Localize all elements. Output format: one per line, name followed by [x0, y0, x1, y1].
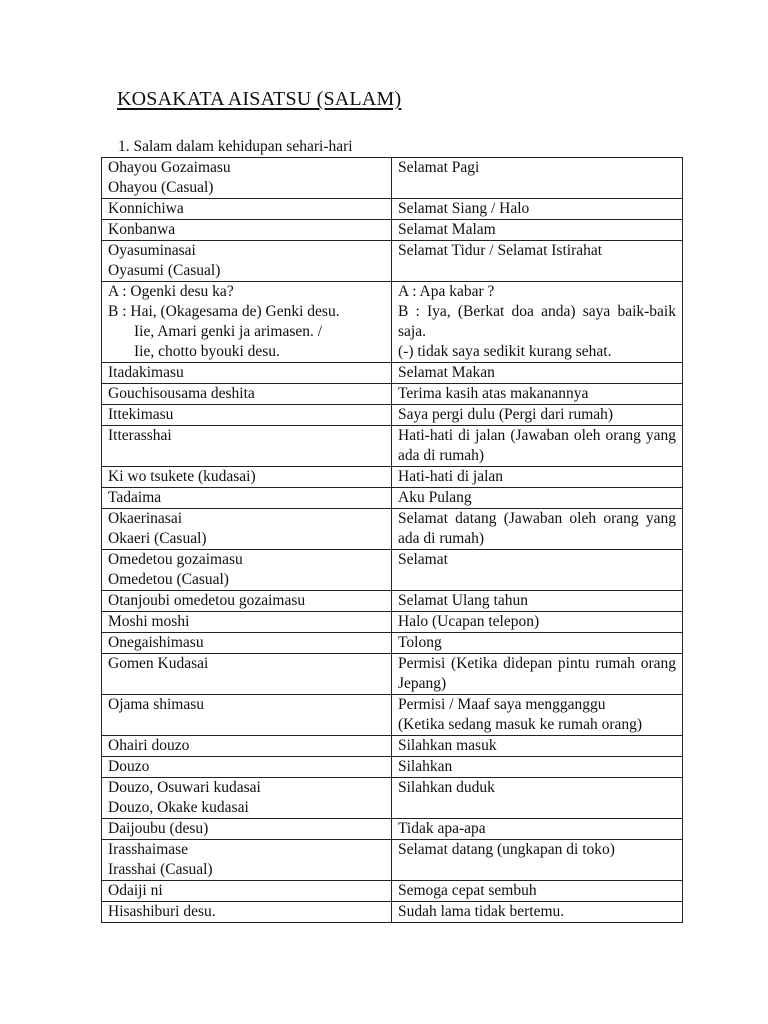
japanese-phrase-cell — [102, 550, 392, 591]
japanese-phrase-cell — [102, 220, 392, 241]
japanese-phrase-line: Itterasshai — [108, 427, 172, 444]
japanese-phrase-cell — [102, 509, 392, 550]
japanese-phrase-cell — [102, 488, 392, 509]
table-row — [102, 778, 683, 819]
table-row — [102, 695, 683, 736]
indonesian-meaning-cell — [392, 220, 683, 241]
table-row — [102, 757, 683, 778]
japanese-phrase-line: Douzo, Osuwari kudasai — [108, 779, 261, 796]
japanese-phrase-cell — [102, 633, 392, 654]
table-row — [102, 736, 683, 757]
indonesian-meaning-cell — [392, 241, 683, 282]
japanese-phrase-line: Iie, Amari genki ja arimasen. / — [134, 323, 323, 340]
indonesian-meaning-cell — [392, 840, 683, 881]
table-row — [102, 488, 683, 509]
japanese-phrase-cell — [102, 612, 392, 633]
indonesian-meaning-cell — [392, 612, 683, 633]
japanese-phrase-line: Otanjoubi omedetou gozaimasu — [108, 592, 306, 609]
indonesian-meaning-cell — [392, 426, 683, 467]
table-row — [102, 654, 683, 695]
indonesian-meaning-cell — [392, 778, 683, 819]
japanese-phrase-line: Gomen Kudasai — [108, 655, 209, 672]
indonesian-meaning-cell — [392, 467, 683, 488]
indonesian-meaning-line: Tidak apa-apa — [398, 820, 486, 837]
indonesian-meaning-line: Permisi (Ketika didepan pintu rumah orang Jepang) — [398, 655, 676, 692]
indonesian-meaning-line: Aku Pulang — [398, 489, 472, 506]
japanese-phrase-cell — [102, 384, 392, 405]
indonesian-meaning-line: (Ketika sedang masuk ke rumah orang) — [398, 716, 643, 733]
table-row — [102, 199, 683, 220]
japanese-phrase-line: Ittekimasu — [108, 406, 174, 423]
indonesian-meaning-cell — [392, 757, 683, 778]
indonesian-meaning-line: Hati-hati di jalan — [398, 468, 504, 485]
table-row — [102, 384, 683, 405]
japanese-phrase-line: Ohayou (Casual) — [108, 179, 214, 196]
indonesian-meaning-line: Selamat Pagi — [398, 159, 480, 176]
japanese-phrase-line: Douzo, Okake kudasai — [108, 799, 249, 816]
japanese-phrase-line: Ki wo tsukete (kudasai) — [108, 468, 256, 485]
indonesian-meaning-cell — [392, 384, 683, 405]
table-row — [102, 881, 683, 902]
indonesian-meaning-cell — [392, 488, 683, 509]
table-row — [102, 819, 683, 840]
table-row — [102, 840, 683, 881]
japanese-phrase-cell — [102, 840, 392, 881]
japanese-phrase-cell — [102, 241, 392, 282]
japanese-phrase-cell — [102, 199, 392, 220]
indonesian-meaning-cell — [392, 736, 683, 757]
japanese-phrase-line: Daijoubu (desu) — [108, 820, 209, 837]
japanese-phrase-line: Omedetou (Casual) — [108, 571, 229, 588]
japanese-phrase-line: A : Ogenki desu ka? — [108, 283, 234, 300]
indonesian-meaning-line: Selamat — [398, 551, 448, 568]
indonesian-meaning-cell — [392, 881, 683, 902]
indonesian-meaning-cell — [392, 819, 683, 840]
indonesian-meaning-line: Silahkan — [398, 758, 453, 775]
japanese-phrase-line: Tadaima — [108, 489, 162, 506]
indonesian-meaning-cell — [392, 550, 683, 591]
indonesian-meaning-line: Halo (Ucapan telepon) — [398, 613, 540, 630]
indonesian-meaning-line: Semoga cepat sembuh — [398, 882, 537, 899]
table-row — [102, 550, 683, 591]
japanese-phrase-cell — [102, 654, 392, 695]
japanese-phrase-line: Gouchisousama deshita — [108, 385, 255, 402]
vocabulary-table-body — [102, 158, 683, 923]
indonesian-meaning-cell — [392, 654, 683, 695]
indonesian-meaning-line: Selamat Ulang tahun — [398, 592, 528, 609]
indonesian-meaning-cell — [392, 591, 683, 612]
indonesian-meaning-cell — [392, 363, 683, 384]
indonesian-meaning-line: A : Apa kabar ? — [398, 283, 495, 300]
japanese-phrase-line: Hisashiburi desu. — [108, 903, 216, 920]
japanese-phrase-cell — [102, 736, 392, 757]
japanese-phrase-cell — [102, 819, 392, 840]
table-row — [102, 220, 683, 241]
section-heading: 1. Salam dalam kehidupan sehari-hari — [118, 138, 353, 155]
indonesian-meaning-line: Selamat Tidur / Selamat Istirahat — [398, 242, 603, 259]
table-row — [102, 467, 683, 488]
indonesian-meaning-cell — [392, 695, 683, 736]
table-row — [102, 158, 683, 199]
indonesian-meaning-line: Permisi / Maaf saya mengganggu — [398, 696, 606, 713]
indonesian-meaning-line: Selamat datang (Jawaban oleh orang yang ada di rumah) — [398, 510, 676, 547]
indonesian-meaning-cell — [392, 509, 683, 550]
indonesian-meaning-line: (-) tidak saya sedikit kurang sehat. — [398, 343, 612, 360]
indonesian-meaning-line: Hati-hati di jalan (Jawaban oleh orang yang ada di rumah) — [398, 427, 676, 464]
japanese-phrase-line: Konbanwa — [108, 221, 176, 238]
table-row — [102, 633, 683, 654]
indonesian-meaning-line: Silahkan masuk — [398, 737, 497, 754]
japanese-phrase-line: Oyasumi (Casual) — [108, 262, 221, 279]
table-row — [102, 902, 683, 923]
japanese-phrase-cell — [102, 778, 392, 819]
table-row — [102, 612, 683, 633]
indonesian-meaning-line: Selamat Malam — [398, 221, 496, 238]
japanese-phrase-line: Irasshaimase — [108, 841, 189, 858]
japanese-phrase-line: Ojama shimasu — [108, 696, 204, 713]
indonesian-meaning-cell — [392, 902, 683, 923]
japanese-phrase-line: Odaiji ni — [108, 882, 163, 899]
japanese-phrase-line: Iie, chotto byouki desu. — [134, 343, 280, 360]
japanese-phrase-cell — [102, 158, 392, 199]
vocabulary-table — [101, 157, 683, 923]
indonesian-meaning-cell — [392, 158, 683, 199]
japanese-phrase-line: Omedetou gozaimasu — [108, 551, 243, 568]
japanese-phrase-line: B : Hai, (Okagesama de) Genki desu. — [108, 303, 340, 320]
japanese-phrase-line: Moshi moshi — [108, 613, 190, 630]
japanese-phrase-cell — [102, 902, 392, 923]
indonesian-meaning-line: B : Iya, (Berkat doa anda) saya baik-baik saja. — [398, 303, 676, 340]
indonesian-meaning-cell — [392, 282, 683, 363]
table-row — [102, 426, 683, 467]
japanese-phrase-line: Ohayou Gozaimasu — [108, 159, 231, 176]
indonesian-meaning-line: Selamat datang (ungkapan di toko) — [398, 841, 615, 858]
japanese-phrase-line: Okaerinasai — [108, 510, 183, 527]
table-row — [102, 405, 683, 426]
japanese-phrase-cell — [102, 467, 392, 488]
table-row — [102, 282, 683, 363]
table-row — [102, 591, 683, 612]
japanese-phrase-cell — [102, 695, 392, 736]
japanese-phrase-line: Konnichiwa — [108, 200, 184, 217]
japanese-phrase-line: Okaeri (Casual) — [108, 530, 207, 547]
indonesian-meaning-line: Terima kasih atas makanannya — [398, 385, 589, 402]
japanese-phrase-cell — [102, 282, 392, 363]
japanese-phrase-line: Onegaishimasu — [108, 634, 204, 651]
japanese-phrase-cell — [102, 405, 392, 426]
table-row — [102, 241, 683, 282]
indonesian-meaning-line: Saya pergi dulu (Pergi dari rumah) — [398, 406, 614, 423]
japanese-phrase-cell — [102, 881, 392, 902]
japanese-phrase-line: Irasshai (Casual) — [108, 861, 213, 878]
japanese-phrase-line: Douzo — [108, 758, 150, 775]
indonesian-meaning-line: Selamat Makan — [398, 364, 495, 381]
indonesian-meaning-cell — [392, 405, 683, 426]
indonesian-meaning-cell — [392, 633, 683, 654]
japanese-phrase-line: Ohairi douzo — [108, 737, 190, 754]
japanese-phrase-cell — [102, 757, 392, 778]
japanese-phrase-cell — [102, 591, 392, 612]
indonesian-meaning-line: Silahkan duduk — [398, 779, 495, 796]
japanese-phrase-cell — [102, 363, 392, 384]
table-row — [102, 363, 683, 384]
table-row — [102, 509, 683, 550]
indonesian-meaning-line: Tolong — [398, 634, 442, 651]
japanese-phrase-cell — [102, 426, 392, 467]
indonesian-meaning-cell — [392, 199, 683, 220]
indonesian-meaning-line: Sudah lama tidak bertemu. — [398, 903, 565, 920]
indonesian-meaning-line: Selamat Siang / Halo — [398, 200, 530, 217]
japanese-phrase-line: Oyasuminasai — [108, 242, 196, 259]
japanese-phrase-line: Itadakimasu — [108, 364, 184, 381]
page-title: KOSAKATA AISATSU (SALAM) — [117, 88, 402, 110]
